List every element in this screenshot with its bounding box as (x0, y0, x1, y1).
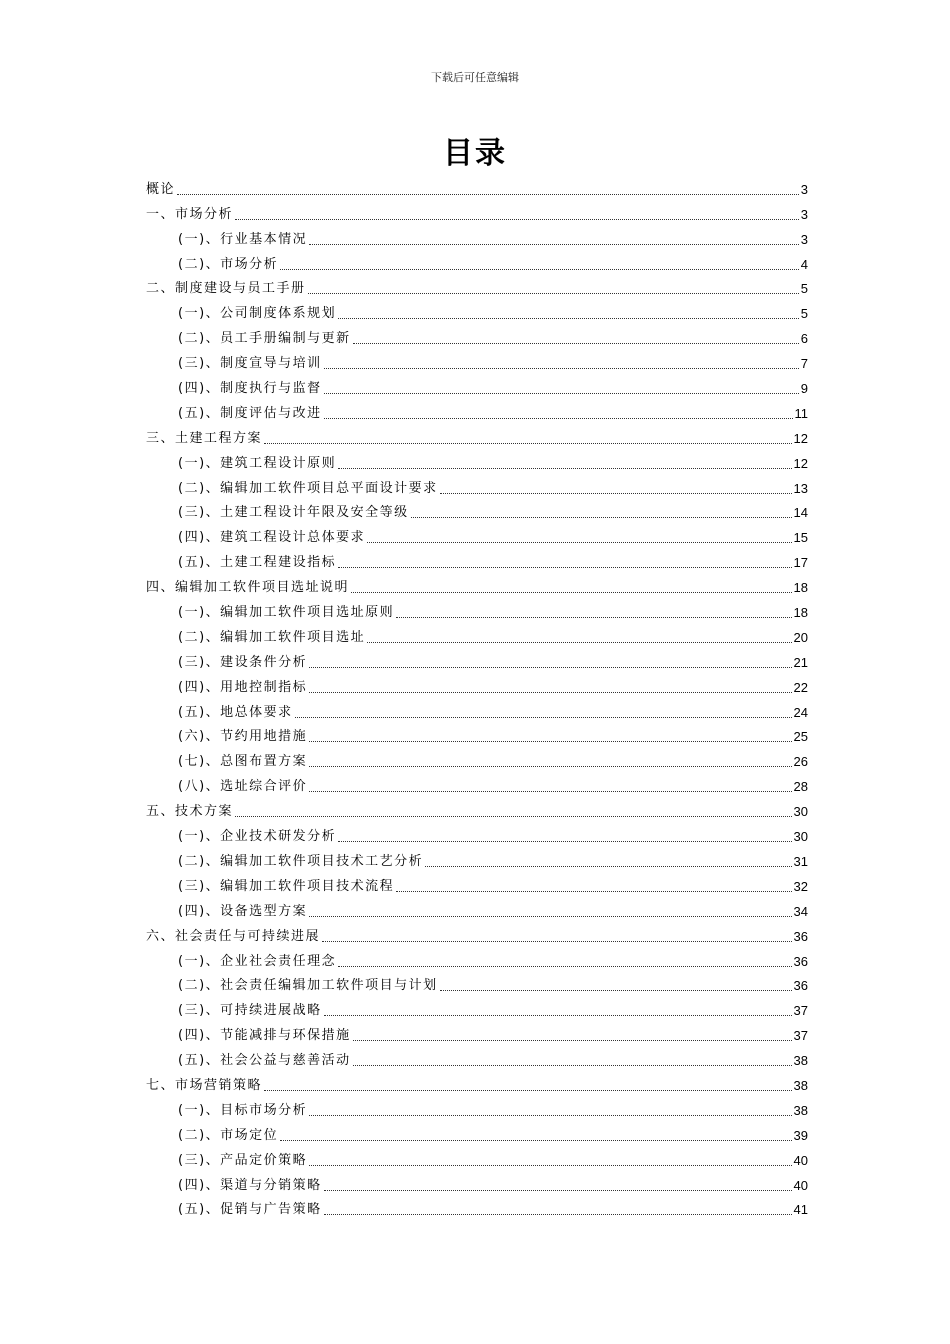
toc-entry-text: (五)、促销与广告策略 (178, 1202, 322, 1218)
toc-dot-leader (338, 840, 791, 842)
toc-page-number: 30 (793, 829, 808, 845)
toc-entry-text: (二)、员工手册编制与更新 (178, 331, 351, 347)
toc-dot-leader (322, 940, 792, 942)
toc-dot-leader (324, 392, 799, 394)
toc-page-number: 13 (793, 480, 808, 496)
toc-dot-leader (280, 1139, 791, 1141)
toc-dot-leader (353, 1064, 792, 1066)
toc-entry-text: (二)、编辑加工软件项目技术工艺分析 (178, 853, 424, 869)
toc-entry[interactable] (146, 597, 808, 622)
toc-entry-text: (二)、编辑加工软件项目总平面设计要求 (178, 480, 438, 496)
toc-dot-leader (309, 790, 791, 792)
toc-dot-leader (353, 342, 799, 344)
toc-page-number: 37 (793, 1028, 808, 1044)
toc-page-number: 24 (793, 704, 808, 720)
toc-page-number: 32 (793, 878, 808, 894)
toc-entry-text: 四、编辑加工软件项目选址说明 (146, 580, 350, 596)
toc-page-number: 36 (793, 978, 808, 994)
toc-entry[interactable] (146, 1195, 808, 1220)
toc-page-number: 25 (793, 729, 808, 745)
toc-entry[interactable] (146, 821, 808, 846)
toc-entry[interactable] (146, 473, 808, 498)
toc-dot-leader (309, 1114, 791, 1116)
toc-entry-text: 概论 (146, 181, 176, 197)
toc-dot-leader (309, 915, 791, 917)
toc-dot-leader (309, 1164, 791, 1166)
toc-entry[interactable] (146, 274, 808, 299)
toc-dot-leader (264, 442, 792, 444)
toc-dot-leader (338, 566, 791, 568)
toc-dot-leader (440, 989, 792, 991)
toc-dot-leader (338, 317, 799, 319)
toc-entry-text: 二、制度建设与员工手册 (146, 281, 306, 297)
toc-entry-text: (四)、设备选型方案 (178, 903, 308, 919)
toc-entry-text: (五)、社会公益与慈善活动 (178, 1053, 351, 1069)
toc-entry[interactable] (146, 1120, 808, 1145)
toc-entry[interactable] (146, 448, 808, 473)
toc-entry-text: (四)、节能减排与环保措施 (178, 1028, 351, 1044)
toc-entry-text: (四)、制度执行与监督 (178, 381, 322, 397)
toc-page-number: 40 (793, 1177, 808, 1193)
toc-entry-text: (五)、地总体要求 (178, 704, 293, 720)
toc-page-number: 28 (793, 779, 808, 795)
toc-dot-leader (367, 641, 791, 643)
toc-entry-text: (三)、编辑加工软件项目技术流程 (178, 878, 395, 894)
toc-entry[interactable] (146, 672, 808, 697)
toc-dot-leader (309, 666, 791, 668)
toc-entry[interactable] (146, 224, 808, 249)
toc-page-number: 41 (793, 1202, 808, 1218)
toc-page-number: 18 (793, 605, 808, 621)
toc-entry[interactable] (146, 1145, 808, 1170)
toc-page-number: 6 (800, 331, 808, 347)
toc-entry[interactable] (146, 174, 808, 199)
toc-page-number: 39 (793, 1127, 808, 1143)
toc-page-number: 12 (793, 455, 808, 471)
toc-entry[interactable] (146, 771, 808, 796)
toc-dot-leader (351, 591, 792, 593)
toc-entry[interactable] (146, 298, 808, 323)
toc-page-number: 9 (800, 381, 808, 397)
toc-entry-text: (一)、企业社会责任理念 (178, 953, 337, 969)
toc-page-number: 22 (793, 679, 808, 695)
toc-page-number: 34 (793, 903, 808, 919)
toc-entry-text: (三)、建设条件分析 (178, 654, 308, 670)
toc-entry-text: (二)、市场定位 (178, 1127, 279, 1143)
toc-page-number: 21 (793, 654, 808, 670)
toc-entry-text: (一)、建筑工程设计原则 (178, 455, 337, 471)
toc-dot-leader (324, 367, 799, 369)
toc-entry-text: 六、社会责任与可持续进展 (146, 928, 321, 944)
toc-dot-leader (411, 516, 792, 518)
toc-entry[interactable] (146, 373, 808, 398)
toc-page-number: 15 (793, 530, 808, 546)
toc-dot-leader (338, 965, 791, 967)
toc-dot-leader (177, 193, 799, 195)
toc-entry-text: (四)、渠道与分销策略 (178, 1177, 322, 1193)
toc-page-number: 3 (800, 231, 808, 247)
toc-dot-leader (235, 218, 799, 220)
toc-entry[interactable] (146, 871, 808, 896)
toc-entry-text: (三)、制度宣导与培训 (178, 356, 322, 372)
toc-entry[interactable] (146, 896, 808, 921)
toc-entry[interactable] (146, 1095, 808, 1120)
toc-entry-text: (二)、市场分析 (178, 256, 279, 272)
toc-dot-leader (353, 1039, 792, 1041)
toc-dot-leader (309, 691, 791, 693)
toc-entry-text: 一、市场分析 (146, 206, 234, 222)
toc-dot-leader (440, 492, 792, 494)
toc-page-number: 40 (793, 1152, 808, 1168)
toc-entry[interactable] (146, 995, 808, 1020)
toc-entry-text: (三)、土建工程设计年限及安全等级 (178, 505, 409, 521)
toc-dot-leader (309, 765, 791, 767)
toc-page-number: 4 (800, 256, 808, 272)
toc-dot-leader (324, 1213, 792, 1215)
toc-dot-leader (324, 1014, 792, 1016)
toc-page-number: 30 (793, 804, 808, 820)
header-note: 下载后可任意编辑 (431, 71, 519, 84)
toc-dot-leader (295, 716, 792, 718)
toc-entry[interactable] (146, 622, 808, 647)
toc-page-number: 20 (793, 629, 808, 645)
toc-entry[interactable] (146, 522, 808, 547)
toc-entry-text: (五)、土建工程建设指标 (178, 555, 337, 571)
toc-page-number: 38 (793, 1053, 808, 1069)
toc-page-number: 17 (793, 555, 808, 571)
toc-entry[interactable] (146, 1070, 808, 1095)
toc-entry-text: 五、技术方案 (146, 804, 234, 820)
toc-page-number: 36 (793, 953, 808, 969)
toc-entry[interactable] (146, 921, 808, 946)
toc-entry[interactable] (146, 1170, 808, 1195)
toc-dot-leader (338, 467, 791, 469)
toc-entry[interactable] (146, 547, 808, 572)
toc-entry-text: (一)、编辑加工软件项目选址原则 (178, 605, 395, 621)
toc-page-number: 26 (793, 754, 808, 770)
toc-entry-text: (二)、社会责任编辑加工软件项目与计划 (178, 978, 438, 994)
toc-page-number: 7 (800, 356, 808, 372)
toc-entry[interactable] (146, 1045, 808, 1070)
toc-entry-text: (五)、制度评估与改进 (178, 405, 322, 421)
toc-entry[interactable] (146, 697, 808, 722)
toc-entry[interactable] (146, 249, 808, 274)
toc-dot-leader (235, 815, 792, 817)
toc-dot-leader (324, 417, 793, 419)
toc-entry[interactable] (146, 498, 808, 523)
toc-dot-leader (396, 890, 791, 892)
toc-title: 目录 (443, 136, 507, 171)
toc-dot-leader (309, 243, 799, 245)
toc-dot-leader (425, 865, 791, 867)
toc-page-number: 37 (793, 1003, 808, 1019)
toc-entry-text: (一)、行业基本情况 (178, 231, 308, 247)
toc-entry[interactable] (146, 746, 808, 771)
toc-page-number: 31 (793, 853, 808, 869)
toc-entry-text: (四)、建筑工程设计总体要求 (178, 530, 366, 546)
table-of-contents (146, 174, 808, 1219)
toc-page-number: 18 (793, 580, 808, 596)
toc-entry[interactable] (146, 323, 808, 348)
toc-dot-leader (396, 616, 791, 618)
toc-page-number: 3 (800, 181, 808, 197)
toc-entry-text: (二)、编辑加工软件项目选址 (178, 629, 366, 645)
toc-dot-leader (308, 292, 799, 294)
toc-dot-leader (280, 268, 799, 270)
toc-entry[interactable] (146, 971, 808, 996)
toc-entry-text: (六)、节约用地措施 (178, 729, 308, 745)
toc-entry-text: (三)、可持续进展战略 (178, 1003, 322, 1019)
toc-entry[interactable] (146, 348, 808, 373)
toc-dot-leader (324, 1189, 792, 1191)
toc-entry-text: (一)、公司制度体系规划 (178, 306, 337, 322)
toc-page-number: 12 (793, 430, 808, 446)
toc-entry[interactable] (146, 199, 808, 224)
toc-page-number: 5 (800, 281, 808, 297)
toc-entry-text: (一)、企业技术研发分析 (178, 829, 337, 845)
toc-entry[interactable] (146, 1020, 808, 1045)
toc-entry-text: (八)、选址综合评价 (178, 779, 308, 795)
toc-page-number: 3 (800, 206, 808, 222)
toc-page-number: 38 (793, 1077, 808, 1093)
toc-page-number: 38 (793, 1102, 808, 1118)
toc-entry[interactable] (146, 647, 808, 672)
toc-entry[interactable] (146, 946, 808, 971)
toc-page-number: 36 (793, 928, 808, 944)
toc-page-number: 5 (800, 306, 808, 322)
toc-dot-leader (264, 1089, 792, 1091)
toc-entry-text: (一)、目标市场分析 (178, 1102, 308, 1118)
toc-entry-text: 七、市场营销策略 (146, 1077, 263, 1093)
toc-entry-text: 三、土建工程方案 (146, 430, 263, 446)
toc-entry[interactable] (146, 722, 808, 747)
toc-entry-text: (四)、用地控制指标 (178, 679, 308, 695)
toc-page-number: 11 (794, 405, 808, 421)
toc-entry[interactable] (146, 846, 808, 871)
toc-entry[interactable] (146, 423, 808, 448)
toc-entry[interactable] (146, 796, 808, 821)
toc-entry-text: (三)、产品定价策略 (178, 1152, 308, 1168)
toc-entry-text: (七)、总图布置方案 (178, 754, 308, 770)
toc-dot-leader (367, 541, 791, 543)
toc-entry[interactable] (146, 398, 808, 423)
toc-page-number: 14 (793, 505, 808, 521)
toc-entry[interactable] (146, 572, 808, 597)
toc-dot-leader (309, 740, 791, 742)
